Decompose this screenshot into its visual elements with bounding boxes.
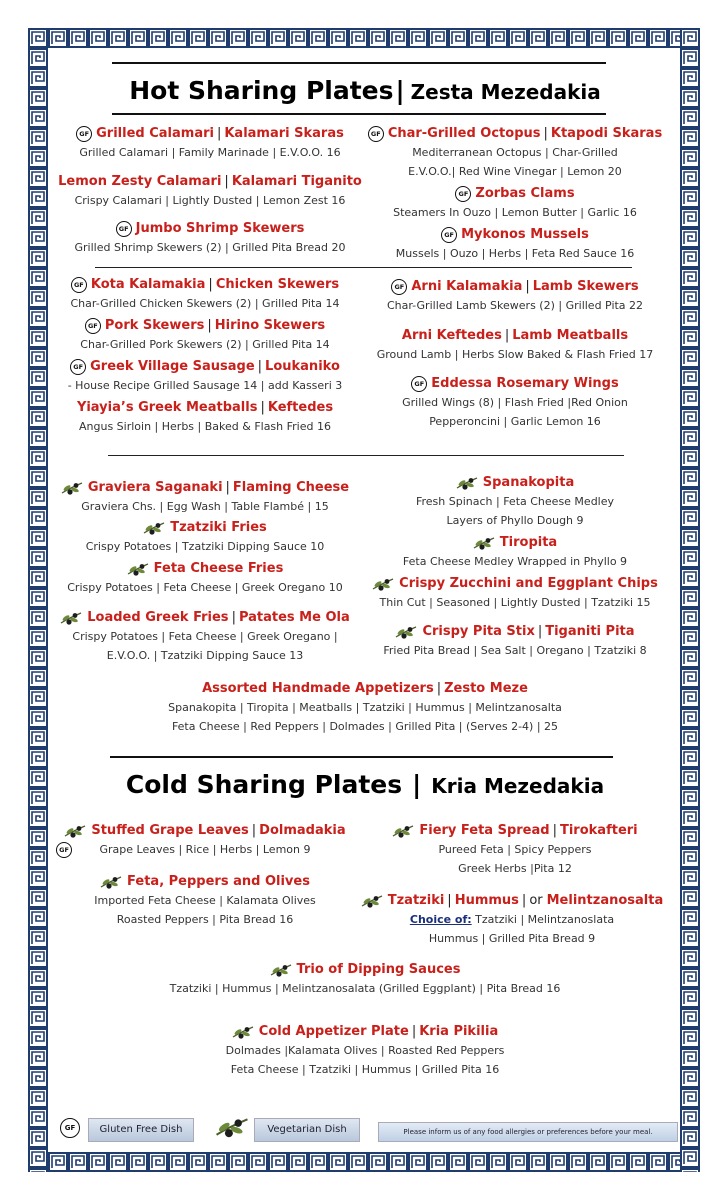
cold-heading-title: Cold Sharing Plates	[125, 770, 403, 799]
gluten-free-icon: GF	[71, 277, 87, 293]
menu-item-pork-skewers: GF Pork Skewers | Hirino Skewers Char-Grilled Pork Skewers (2) | Grilled Pita 14	[50, 316, 360, 354]
item-name: Stuffed Grape Leaves	[91, 823, 249, 838]
item-name: Feta Cheese Fries	[153, 561, 284, 576]
item-greek-name: Kalamari Tiganito	[231, 174, 362, 189]
item-description: Char-Grilled Pork Skewers (2) | Grilled Pita 14	[80, 338, 330, 351]
menu-item-fiery-feta-spread: Fiery Feta Spread | Tirokafteri Pureed Feta | Spicy Peppers Greek Herbs |Pita 12	[360, 821, 670, 878]
item-description: Char-Grilled Lamb Skewers (2) | Grilled Pita 22	[386, 299, 644, 312]
hot-section-heading	[60, 76, 670, 105]
olive-branch-icon	[60, 610, 82, 626]
menu-item-cold-appetizer-plate: Cold Appetizer Plate | Kria Pikilia Dolmades |Kalamata Olives | Roasted Red Peppers Feta Cheese | Tzatziki | Hummus | Grilled Pita 16	[60, 1022, 670, 1079]
item-name: Jumbo Shrimp Skewers	[135, 221, 305, 236]
item-name: Feta, Peppers and Olives	[127, 874, 310, 889]
item-description: Crispy Potatoes | Feta Cheese | Greek Oregano 10	[67, 581, 343, 594]
item-name: Mykonos Mussels	[461, 227, 589, 242]
item-description: Crispy Calamari | Lightly Dusted | Lemon Zest 16	[74, 194, 346, 207]
item-name: Eddessa Rosemary Wings	[431, 376, 619, 391]
item-name: Crispy Zucchini and Eggplant Chips	[399, 576, 658, 591]
olive-branch-icon	[361, 893, 383, 909]
menu-item-jumbo-shrimp	[50, 219, 370, 257]
allergy-note: Please inform us of any food allergies or preferences before your meal.	[378, 1122, 678, 1142]
menu-item-kota-kalamakia: GF Kota Kalamakia | Chicken Skewers Char-Grilled Chicken Skewers (2) | Grilled Pita 14	[50, 275, 360, 313]
gluten-free-icon: GF	[70, 359, 86, 375]
menu-item-loaded-fries: Loaded Greek Fries | Patates Me Ola Crispy Potatoes | Feta Cheese | Greek Oregano | E.V.O.O. | Tzatziki Dipping Sauce 13	[50, 608, 360, 665]
greek-key-border-top	[28, 28, 700, 48]
cold-top-rule	[110, 756, 613, 758]
item-greek-name: Chicken Skewers	[215, 277, 340, 292]
item-name: Loaded Greek Fries	[87, 610, 229, 625]
cold-heading-sep: |	[412, 770, 422, 799]
cold-heading-sub: Kria Mezedakia	[431, 774, 605, 798]
hot-heading-sep: |	[395, 76, 405, 105]
menu-item-arni-keftedes: Arni Keftedes | Lamb Meatballs Ground Lamb | Herbs Slow Baked & Flash Fried 17	[360, 326, 670, 364]
item-name: Tzatziki	[387, 893, 445, 908]
gluten-free-icon: GF	[76, 126, 92, 142]
item-greek-name: Patates Me Ola	[238, 610, 350, 625]
gluten-free-legend-icon: GF	[60, 1118, 80, 1138]
item-name-2: Hummus	[454, 893, 519, 908]
item-name: Yiayia’s Greek Meatballs	[76, 400, 258, 415]
item-description: Greek Herbs |Pita 12	[458, 862, 572, 875]
olive-branch-icon	[270, 962, 292, 978]
hot-heading-sub: Zesta Mezedakia	[410, 80, 601, 104]
item-description: Fried Pita Bread | Sea Salt | Oregano | Tzatziki 8	[383, 644, 647, 657]
menu-item-tiropita	[360, 533, 670, 571]
item-description: Thin Cut | Seasoned | Lightly Dusted | Tzatziki 15	[379, 596, 651, 609]
hot-heading-title: Hot Sharing Plates	[129, 76, 394, 105]
olive-branch-icon	[372, 576, 394, 592]
menu-item-octopus: GF Char-Grilled Octopus | Ktapodi Skaras Mediterranean Octopus | Char-Grilled E.V.O.O.| Red Wine Vinegar | Lemon 20	[360, 124, 670, 181]
item-greek-name: Keftedes	[267, 400, 334, 415]
menu-item-yiayia-meatballs: Yiayia’s Greek Meatballs | Keftedes Angus Sirloin | Herbs | Baked & Flash Fried 16	[50, 398, 360, 436]
greek-key-border-bottom	[28, 1152, 700, 1172]
gluten-free-icon: GF	[56, 842, 72, 858]
olive-branch-icon	[100, 874, 122, 890]
item-name: Tzatziki Fries	[170, 520, 267, 535]
item-greek-name: Lamb Skewers	[532, 279, 639, 294]
item-description: Grilled Calamari | Family Marinade | E.V.O.O. 16	[79, 146, 341, 159]
menu-item-feta-peppers-olives	[50, 872, 360, 929]
gluten-free-icon: GF	[441, 227, 457, 243]
menu-item-lemon-zesty-calamari: Lemon Zesty Calamari | Kalamari Tiganito Crispy Calamari | Lightly Dusted | Lemon Zest 16	[50, 172, 370, 210]
item-greek-name: Hirino Skewers	[214, 318, 326, 333]
olive-branch-icon	[232, 1024, 254, 1040]
olive-branch-icon	[392, 823, 414, 839]
section-divider	[108, 455, 624, 456]
menu-item-assorted-appetizers: Assorted Handmade Appetizers | Zesto Meze Spanakopita | Tiropita | Meatballs | Tzatziki | Hummus | Melintzanosalta Feta Cheese | Red Peppers | Dolmades | Grilled Pita | (Serves 2-4) | 25	[60, 679, 670, 736]
menu-item-zucchini-chips	[360, 574, 670, 612]
item-greek-name: Tirokafteri	[559, 823, 638, 838]
item-description: Crispy Potatoes | Tzatziki Dipping Sauce 10	[85, 540, 325, 553]
menu-item-saganaki: Graviera Saganaki | Flaming Cheese Graviera Chs. | Egg Wash | Table Flambé | 15	[50, 478, 360, 516]
olive-branch-icon	[127, 561, 149, 577]
choice-of-label: Choice of:	[409, 913, 472, 926]
item-description: Fresh Spinach | Feta Cheese Medley	[415, 495, 615, 508]
menu-item-rosemary-wings	[360, 374, 670, 431]
item-description: - House Recipe Grilled Sausage 14 | add Kasseri 3	[67, 379, 343, 392]
item-description: Mussels | Ouzo | Herbs | Feta Red Sauce 16	[395, 247, 635, 260]
hot-heading-underline	[112, 113, 606, 115]
cold-section-heading	[60, 770, 670, 799]
item-description: Char-Grilled Chicken Skewers (2) | Grilled Pita 14	[70, 297, 340, 310]
olive-branch-icon	[64, 823, 86, 839]
item-greek-name: Zesto Meze	[444, 681, 528, 696]
item-description: Dolmades |Kalamata Olives | Roasted Red Peppers	[225, 1044, 505, 1057]
gluten-free-icon: GF	[116, 221, 132, 237]
item-name: Kota Kalamakia	[90, 277, 206, 292]
item-description: Feta Cheese | Red Peppers | Dolmades | Grilled Pita | (Serves 2-4) | 25	[171, 720, 559, 733]
item-greek-name: Ktapodi Skaras	[550, 126, 663, 141]
item-name: Spanakopita	[482, 475, 575, 490]
menu-item-arni-kalamakia: GF Arni Kalamakia | Lamb Skewers Char-Grilled Lamb Skewers (2) | Grilled Pita 22	[360, 277, 670, 315]
vegetarian-legend-label: Vegetarian Dish	[254, 1118, 360, 1142]
item-name: Arni Keftedes	[401, 328, 502, 343]
menu-item-feta-fries	[50, 559, 360, 597]
item-name: Trio of Dipping Sauces	[296, 962, 461, 977]
olive-branch-legend-icon	[215, 1114, 249, 1140]
gluten-free-icon: GF	[455, 186, 471, 202]
item-description: Feta Cheese Medley Wrapped in Phyllo 9	[402, 555, 628, 568]
top-rule	[112, 62, 606, 64]
item-description: Grilled Wings (8) | Flash Fried |Red Onion	[402, 396, 628, 409]
olive-branch-icon	[473, 535, 495, 551]
item-name: Tiropita	[499, 535, 558, 550]
menu-item-grilled-calamari: GF Grilled Calamari | Kalamari Skaras Grilled Calamari | Family Marinade | E.V.O.O. 16	[55, 124, 365, 162]
item-description: Pepperoncini | Garlic Lemon 16	[429, 415, 601, 428]
menu-item-zorbas-clams	[360, 184, 670, 222]
gluten-free-legend-label: Gluten Free Dish	[88, 1118, 194, 1142]
gluten-free-icon: GF	[391, 279, 407, 295]
menu-item-trio-dipping-sauces	[60, 960, 670, 998]
item-description: Mediterranean Octopus | Char-Grilled	[412, 146, 618, 159]
item-name-3: Melintzanosalta	[546, 893, 664, 908]
item-description: E.V.O.O.| Red Wine Vinegar | Lemon 20	[408, 165, 622, 178]
olive-branch-icon	[143, 520, 165, 536]
menu-item-spanakopita	[360, 473, 670, 530]
item-description: Crispy Potatoes | Feta Cheese | Greek Oregano |	[72, 630, 338, 643]
item-or: or	[529, 893, 543, 908]
menu-item-grape-leaves: Stuffed Grape Leaves | Dolmadakia GF Grape Leaves | Rice | Herbs | Lemon 9	[50, 821, 360, 859]
item-description: Imported Feta Cheese | Kalamata Olives	[94, 894, 316, 907]
greek-key-border-right	[680, 28, 700, 1172]
menu-item-mykonos-mussels	[360, 225, 670, 263]
item-greek-name: Kalamari Skaras	[224, 126, 344, 141]
item-name: Assorted Handmade Appetizers	[202, 681, 434, 696]
item-description: E.V.O.O. | Tzatziki Dipping Sauce 13	[106, 649, 304, 662]
menu-item-pita-stix: Crispy Pita Stix | Tiganiti Pita Fried Pita Bread | Sea Salt | Oregano | Tzatziki 8	[360, 622, 670, 660]
olive-branch-icon	[395, 624, 417, 640]
item-description: Pureed Feta | Spicy Peppers	[438, 843, 592, 856]
gluten-free-icon: GF	[85, 318, 101, 334]
item-name: Lemon Zesty Calamari	[58, 174, 222, 189]
item-name: Char-Grilled Octopus	[387, 126, 541, 141]
item-name: Graviera Saganaki	[87, 480, 223, 495]
item-name: Pork Skewers	[104, 318, 205, 333]
item-description: Spanakopita | Tiropita | Meatballs | Tzatziki | Hummus | Melintzanosalta	[168, 701, 562, 714]
item-name: Crispy Pita Stix	[422, 624, 535, 639]
gluten-free-icon: GF	[368, 126, 384, 142]
section-divider	[95, 267, 632, 268]
gluten-free-icon: GF	[411, 376, 427, 392]
item-description: Graviera Chs. | Egg Wash | Table Flambé | 15	[81, 500, 329, 513]
item-name: Zorbas Clams	[475, 186, 575, 201]
item-description: Layers of Phyllo Dough 9	[446, 514, 584, 527]
item-description: Tzatziki | Hummus | Melintzanosalata (Grilled Eggplant) | Pita Bread 16	[169, 982, 561, 995]
item-description: Tzatziki | Melintzanoslata	[471, 913, 615, 926]
olive-branch-icon	[456, 475, 478, 491]
item-name: Grilled Calamari	[96, 126, 214, 141]
item-description: Grilled Shrimp Skewers (2) | Grilled Pita Bread 20	[74, 241, 346, 254]
item-greek-name: Kria Pikilia	[419, 1024, 499, 1039]
item-description: Feta Cheese | Tzatziki | Hummus | Grilled Pita 16	[230, 1063, 500, 1076]
olive-branch-icon	[61, 480, 83, 496]
menu-item-dip-choice: Tzatziki | Hummus | or Melintzanosalta Choice of: Tzatziki | Melintzanoslata Hummus | Grilled Pita Bread 9	[352, 891, 672, 948]
item-description: Angus Sirloin | Herbs | Baked & Flash Fried 16	[79, 420, 331, 433]
item-greek-name: Loukaniko	[265, 359, 340, 374]
item-name: Arni Kalamakia	[411, 279, 523, 294]
item-description: Steamers In Ouzo | Lemon Butter | Garlic 16	[393, 206, 637, 219]
item-greek-name: Dolmadakia	[259, 823, 346, 838]
item-description: Roasted Peppers | Pita Bread 16	[116, 913, 294, 926]
menu-item-village-sausage: GF Greek Village Sausage | Loukaniko - House Recipe Grilled Sausage 14 | add Kasseri 3	[50, 357, 360, 395]
item-name: Fiery Feta Spread	[419, 823, 550, 838]
item-description: Hummus | Grilled Pita Bread 9	[428, 932, 596, 945]
item-description: Ground Lamb | Herbs Slow Baked & Flash Fried 17	[376, 348, 654, 361]
item-greek-name: Tiganiti Pita	[545, 624, 635, 639]
menu-item-tzatziki-fries	[50, 518, 360, 556]
item-name: Cold Appetizer Plate	[258, 1024, 409, 1039]
item-greek-name: Lamb Meatballs	[512, 328, 629, 343]
greek-key-border-left	[28, 28, 48, 1172]
item-greek-name: Flaming Cheese	[232, 480, 350, 495]
item-name: Greek Village Sausage	[90, 359, 255, 374]
item-description: Grape Leaves | Rice | Herbs | Lemon 9	[99, 843, 311, 856]
